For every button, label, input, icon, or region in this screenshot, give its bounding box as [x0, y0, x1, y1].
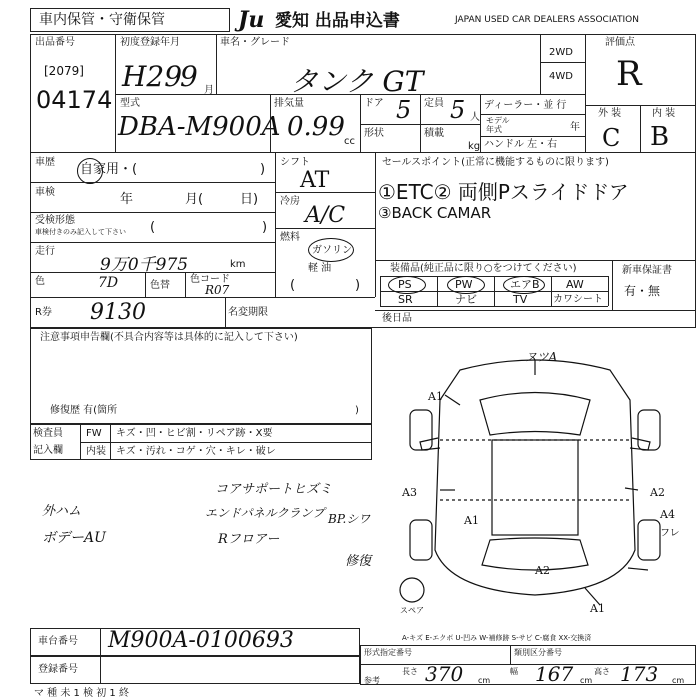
- fuel-diesel: 軽 油: [308, 263, 332, 274]
- airbag-circle: [503, 276, 545, 294]
- equip-seat: カワシート: [553, 294, 603, 305]
- mileage-label: 走行: [35, 246, 55, 257]
- remark-7: 修復: [345, 554, 372, 569]
- height-label: 高さ: [594, 667, 610, 676]
- org-english: JAPAN USED CAR DEALERS ASSOCIATION: [455, 15, 639, 25]
- diagram-top: ヌツA: [525, 350, 558, 364]
- rating-int: B: [650, 122, 670, 152]
- shift-label: シフト: [280, 157, 310, 168]
- ac-label: 冷房: [280, 196, 300, 207]
- length-unit: cm: [478, 676, 491, 685]
- pw-circle: [447, 276, 485, 294]
- private-use-circle: [77, 158, 103, 184]
- color-value: 7D: [98, 275, 119, 291]
- storage-header: 車内保管・守衛保管: [30, 8, 230, 32]
- inspection-label: 車検: [35, 187, 55, 198]
- selling-points-line1: ①ETC② 両側Pスライドドア: [378, 180, 629, 204]
- capacity-value: 5: [450, 96, 466, 124]
- fw-items: キズ・凹・ヒビ割・リペア跡・X要: [116, 428, 273, 439]
- diagram-a1-tl: A1: [428, 390, 443, 403]
- remark-2: 外ハム: [42, 504, 82, 519]
- selling-points-label: セールスポイント(正常に機能するものに限ります): [382, 157, 609, 168]
- equip-pw: PW: [455, 278, 473, 291]
- doors-value: 5: [396, 96, 412, 124]
- fw-label: FW: [86, 428, 102, 439]
- diagram-a2-right: A2: [650, 486, 665, 499]
- width-value: 167: [535, 662, 574, 686]
- chassis-value: M900A-0100693: [108, 628, 294, 653]
- remark-1: コアサポートヒズミ: [215, 482, 333, 497]
- inspector-label1: 検査員: [33, 428, 63, 439]
- dims-ref: 参考: [364, 676, 380, 685]
- equip-sr: SR: [398, 293, 413, 306]
- model-value: タンク GT: [290, 65, 424, 98]
- diagram-a4: A4: [660, 508, 675, 521]
- width-unit: cm: [580, 676, 593, 685]
- notes-label: 注意事項申告欄(不具合内容等は具体的に記入して下さい): [40, 332, 298, 343]
- equip-airbag: エアB: [510, 278, 540, 291]
- reception-open: (: [150, 220, 156, 235]
- inspection-year: 年: [120, 192, 134, 207]
- chassis-label: 車台番号: [38, 636, 78, 647]
- displacement-unit: cc: [344, 136, 355, 147]
- rating-label: 評価点: [605, 37, 635, 48]
- reception-close: ): [262, 220, 268, 235]
- fuel-gasoline: ガソリン: [312, 245, 352, 256]
- warranty-label: 新車保証書: [622, 265, 672, 276]
- registration-era: H29: [122, 60, 183, 93]
- later-entry-label: 後日品: [382, 313, 412, 324]
- type-value: DBA-M900A: [118, 112, 281, 142]
- registration-month-unit: 月: [204, 85, 214, 96]
- equip-aw: AW: [566, 278, 584, 291]
- dealer-label: ディーラー・並 行: [484, 100, 567, 111]
- registration-month: 9: [180, 60, 198, 93]
- lot-bracket: [2079]: [44, 64, 84, 78]
- registration-label: 初度登録年月: [120, 37, 180, 48]
- reg-number-box: [30, 656, 360, 684]
- org-title: 愛知 出品申込書: [275, 11, 400, 31]
- height-unit: cm: [672, 676, 685, 685]
- reception-label: 受検形態: [35, 215, 75, 226]
- mileage-unit: km: [230, 259, 246, 270]
- fuel-label: 燃料: [280, 232, 300, 243]
- height-value: 173: [620, 662, 659, 686]
- model-label: 車名・グレード: [220, 37, 290, 48]
- reception-note: 車検付きのみ記入して下さい: [35, 228, 126, 236]
- type-label: 型式: [120, 98, 140, 109]
- footer-row: マ 種 未 1 検 初 1 終: [34, 688, 129, 699]
- repair-history-close: ): [355, 405, 359, 416]
- type-designation-label: 形式指定番号: [364, 648, 412, 657]
- ps-circle: [388, 276, 426, 294]
- inspection-month: 月(: [185, 192, 204, 207]
- class-number-label: 類別区分番号: [514, 648, 562, 657]
- inspector-label2: 記入欄: [33, 445, 63, 456]
- history-close: ): [260, 162, 266, 177]
- length-value: 370: [425, 662, 464, 686]
- capacity-label: 定員: [424, 98, 444, 109]
- shape-label: 形状: [364, 128, 384, 139]
- equip-tv: TV: [513, 293, 528, 306]
- mileage-value: 9万0千975: [100, 255, 189, 275]
- history-value: 自家用・(: [80, 162, 138, 177]
- color-change-label: 色替: [150, 280, 170, 291]
- equip-navi: ナビ: [455, 293, 477, 306]
- width-label: 幅: [510, 667, 518, 676]
- rating-int-label: 内 装: [652, 108, 676, 119]
- color-label: 色: [35, 276, 45, 287]
- r-ticket-value: 9130: [90, 300, 146, 325]
- r-ticket-label: R券: [35, 307, 52, 318]
- load-unit: kg: [468, 141, 481, 152]
- displacement-label: 排気量: [274, 98, 304, 109]
- lot-number: 04174: [36, 86, 113, 114]
- displacement-value: 0.99: [287, 112, 345, 142]
- damage-legend: A-キズ E-エクボ U-凹み W-補修跡 S-サビ C-腐食 XX-交換済: [402, 634, 592, 642]
- diagram-a2-bottom: A2: [535, 564, 550, 577]
- diagram-a1-mid: A1: [464, 514, 479, 527]
- diagram-a1-bottom: A1: [590, 602, 605, 615]
- transfer-deadline-label: 名変期限: [228, 307, 268, 318]
- drive-4wd: 4WD: [549, 71, 573, 82]
- diagram-w2: フレ: [660, 528, 680, 539]
- doors-label: ドア: [364, 98, 384, 109]
- inspection-day: 日): [240, 192, 259, 207]
- remark-4: BP.シワ: [328, 512, 371, 526]
- fuel-close: ): [355, 278, 361, 293]
- diagram-spare: スペア: [400, 606, 424, 615]
- load-label: 積載: [424, 128, 444, 139]
- length-label: 長さ: [402, 667, 418, 676]
- handle-label: ハンドル 左・右: [484, 139, 558, 150]
- rating-ext-label: 外 装: [598, 108, 622, 119]
- color-code-value: R07: [205, 283, 230, 297]
- int-label: 内装: [86, 446, 106, 457]
- color-code-label: 色コード: [190, 274, 230, 285]
- int-items: キズ・汚れ・コゲ・穴・キレ・破レ: [116, 446, 276, 457]
- capacity-unit: 人: [470, 112, 480, 123]
- drive-2wd: 2WD: [549, 47, 573, 58]
- reg-number-label: 登録番号: [38, 664, 78, 675]
- selling-points-line2: ③BACK CAMAR: [378, 204, 492, 222]
- fuel-open: (: [290, 278, 296, 293]
- warranty-options: 有・無: [624, 284, 661, 298]
- gasoline-circle: [308, 238, 354, 262]
- car-damage-diagram: [380, 340, 690, 620]
- equipment-label: 装備品(純正品に限り○をつけてください): [390, 263, 577, 274]
- remark-3: エンドパネルクランプ: [205, 506, 325, 520]
- history-label: 車歴: [35, 157, 55, 168]
- lot-label: 出品番号: [35, 37, 75, 48]
- equip-ps: PS: [398, 278, 412, 291]
- ju-logo: Ju: [238, 7, 265, 33]
- model-year-unit: 年: [570, 122, 580, 133]
- remark-6: Rフロアー: [218, 532, 280, 547]
- ac-value: A/C: [305, 203, 346, 228]
- rating-value: R: [616, 54, 642, 94]
- rating-ext: C: [602, 124, 621, 152]
- remark-5: ボデーAU: [42, 530, 106, 546]
- model-year-label: モデル 年式: [486, 116, 510, 134]
- repair-history: 修復歴 有(箇所: [50, 405, 118, 416]
- diagram-a3: A3: [402, 486, 417, 499]
- shift-value: AT: [300, 168, 330, 193]
